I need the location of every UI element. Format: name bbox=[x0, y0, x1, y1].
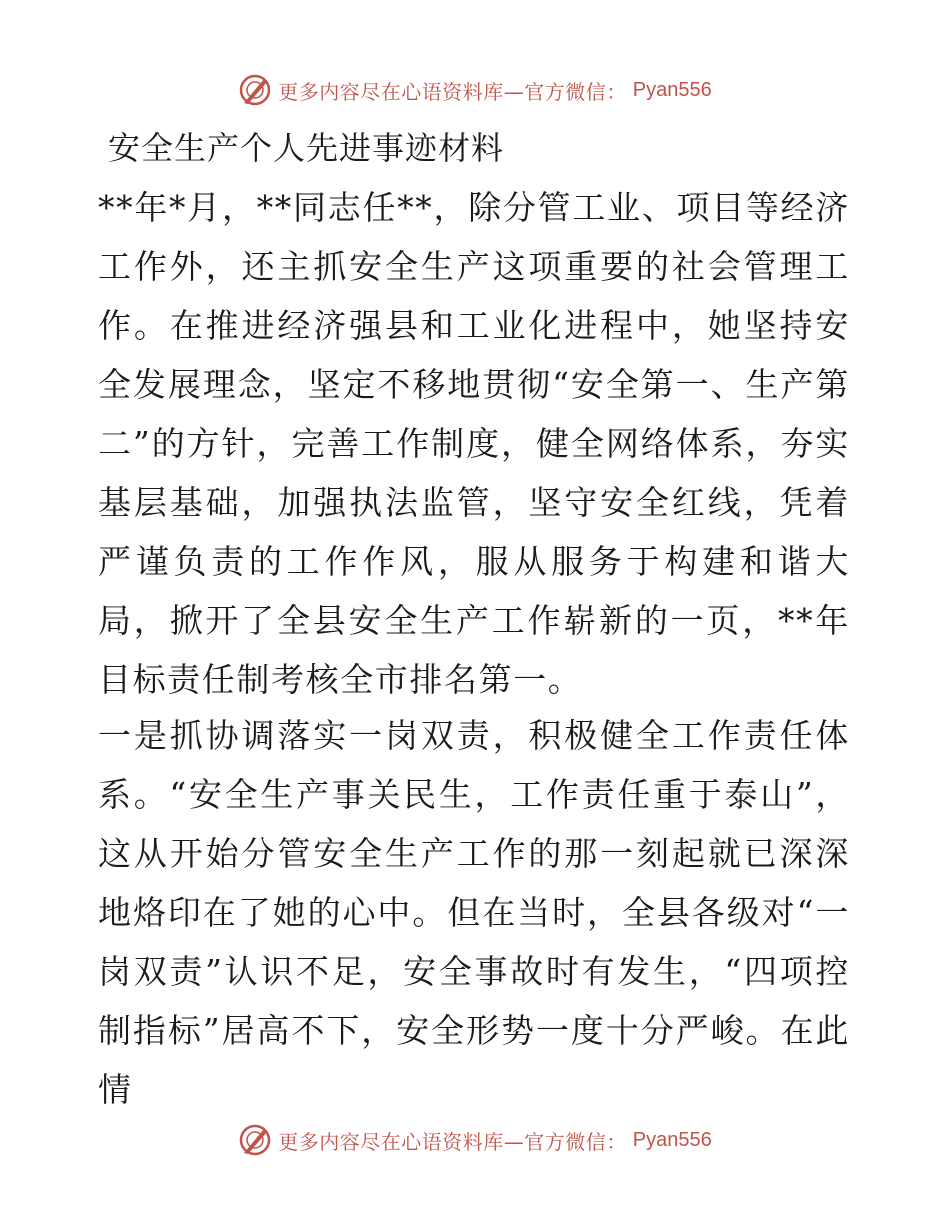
quill-logo-icon bbox=[238, 1123, 272, 1157]
watermark-wechat-id: Pyan556 bbox=[632, 78, 712, 101]
watermark-text: 更多内容尽在心语资料库—官方微信： bbox=[278, 79, 627, 104]
paragraph-1: **年*月，**同志任**，除分管工业、项目等经济工作外，还主抓安全生产这项重要的社会管理工作。在推进经济强县和工业化进程中，她坚持安全发展理念，坚定不移地贯彻“安全第一、生产第二”的方针，完善工作制度，健全网络体系，夯实基层基础，加强执法监管，坚守安全红线，凭着严谨负责的工作作风，服从服务于构建和谐大局，掀开了全县安全生产工作崭新的一页，**年目标责任制考核全市排名第一。 bbox=[98, 188, 850, 699]
document-title: 安全生产个人先进事迹材料 bbox=[108, 129, 505, 167]
watermark-text: 更多内容尽在心语资料库—官方微信： bbox=[278, 1129, 627, 1154]
watermark-footer bbox=[0, 1120, 950, 1160]
watermark-header bbox=[0, 70, 950, 110]
quill-logo-icon bbox=[238, 73, 272, 107]
watermark-wechat-id: Pyan556 bbox=[632, 1128, 712, 1151]
paragraph-2: 一是抓协调落实一岗双责，积极健全工作责任体系。“安全生产事关民生，工作责任重于泰山”，这从开始分管安全生产工作的那一刻起就已深深地烙印在了她的心中。但在当时，全县各级对“一岗双责”认识不足，安全事故时有发生，“四项控制指标”居高不下，安全形势一度十分严峻。在此情 bbox=[98, 716, 850, 1109]
